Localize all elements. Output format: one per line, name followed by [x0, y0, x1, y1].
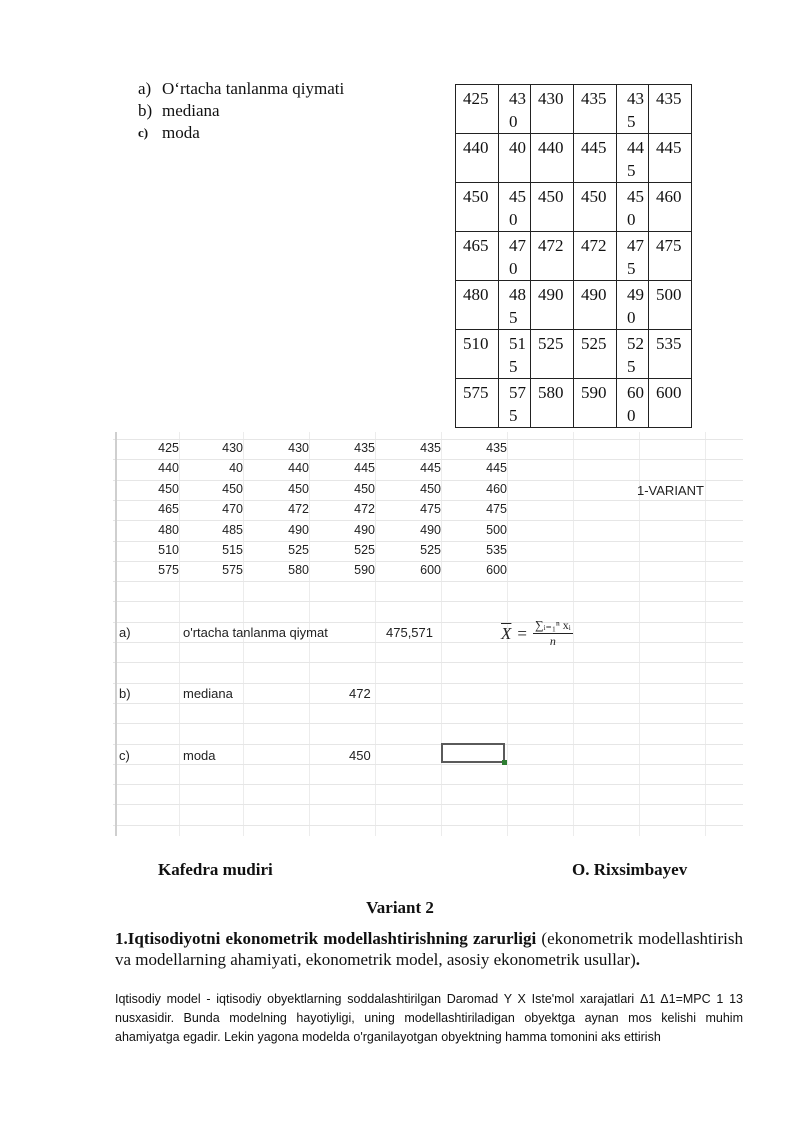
grid-line — [113, 520, 743, 521]
sheet-cell: 500 — [486, 522, 507, 537]
section-end: . — [635, 950, 640, 969]
table-cell: 43 5 — [617, 85, 649, 134]
data-table — [455, 84, 692, 428]
sheet-cell: 475 — [420, 502, 441, 517]
grid-line — [113, 662, 743, 663]
sheet-cell: 435 — [486, 441, 507, 455]
result-name: moda — [183, 748, 216, 763]
table-row — [456, 85, 692, 134]
table-cell: 430 — [531, 85, 574, 134]
sheet-cell: 485 — [222, 522, 243, 537]
result-value: 472 — [349, 686, 371, 701]
sheet-cell: 430 — [288, 441, 309, 455]
table-cell: 450 — [574, 183, 617, 232]
table-cell: 440 — [456, 134, 499, 183]
sheet-cell: 525 — [354, 543, 375, 557]
grid-line — [113, 804, 743, 805]
grid-line — [705, 432, 706, 836]
sheet-cell: 472 — [354, 502, 375, 517]
table-cell: 480 — [456, 281, 499, 330]
table-cell: 475 — [649, 232, 692, 281]
table-cell: 47 5 — [617, 232, 649, 281]
table-row — [456, 134, 692, 183]
sheet-cell: 40 — [229, 461, 243, 476]
sheet-cell: 435 — [420, 441, 441, 455]
sheet-cell: 490 — [354, 522, 375, 537]
question-list — [138, 78, 344, 144]
question-label: b) — [138, 101, 153, 120]
sheet-cell: 490 — [288, 522, 309, 537]
signature-title: Kafedra mudiri — [158, 860, 273, 879]
table-cell: 460 — [649, 183, 692, 232]
question-text: mediana — [162, 101, 220, 120]
result-name: o'rtacha tanlanma qiymat — [183, 625, 328, 640]
signature-name: O. Rixsimbayev — [572, 860, 688, 879]
table-row — [456, 281, 692, 330]
sheet-cell: 450 — [158, 481, 179, 496]
grid-line — [113, 825, 743, 826]
table-cell: 57 5 — [499, 379, 531, 428]
section-title: 1.Iqtisodiyotni ekonometrik modellashtirishning zarurligi — [115, 929, 537, 948]
grid-line — [113, 683, 743, 684]
sheet-cell: 440 — [288, 461, 309, 476]
sheet-cell: 510 — [158, 543, 179, 557]
table-cell: 52 5 — [617, 330, 649, 379]
table-cell: 445 — [574, 134, 617, 183]
table-cell: 575 — [456, 379, 499, 428]
table-cell: 435 — [649, 85, 692, 134]
table-cell: 525 — [531, 330, 574, 379]
table-cell: 490 — [574, 281, 617, 330]
sheet-cell: 465 — [158, 502, 179, 517]
grid-line — [113, 622, 743, 623]
question-item — [138, 78, 344, 100]
table-cell: 590 — [574, 379, 617, 428]
mean-formula — [501, 618, 573, 649]
sheet-cell: 515 — [222, 543, 243, 557]
table-cell: 49 0 — [617, 281, 649, 330]
question-text: moda — [162, 123, 200, 142]
spreadsheet-screenshot — [113, 432, 743, 836]
table-cell: 440 — [531, 134, 574, 183]
sheet-cell: 480 — [158, 522, 179, 537]
table-cell: 472 — [531, 232, 574, 281]
sheet-cell: 575 — [222, 563, 243, 578]
grid-line — [113, 784, 743, 785]
table-cell: 425 — [456, 85, 499, 134]
table-row — [456, 379, 692, 428]
table-cell: 40 — [499, 134, 531, 183]
result-value: 475,571 — [386, 625, 433, 640]
sheet-cell: 445 — [354, 461, 375, 476]
grid-line — [113, 764, 743, 765]
sheet-cell: 575 — [158, 563, 179, 578]
grid-line — [113, 439, 743, 440]
variant-heading: Variant 2 — [366, 898, 434, 917]
body-paragraph: Iqtisodiy model - iqtisodiy obyektlarning soddalashtirilgan Daromad Y X Iste'mol xarajatlari Δ1 Δ1=MPC 1 13 nusxasidir. Bunda modelning hayotiyligi, uning modellashtiriladigan obyektga aynan mos kelishi muhim ahamiyatga egadir. Lekin yagona modelda o'rganilayotgan obyektning hamma tomonini aks ettirish — [115, 992, 743, 1044]
grid-line — [113, 459, 743, 460]
table-cell: 45 0 — [499, 183, 531, 232]
formula-denominator: n — [549, 634, 556, 648]
sheet-cell: 490 — [420, 522, 441, 537]
sheet-cell: 590 — [354, 563, 375, 578]
question-item — [138, 100, 344, 122]
grid-line — [113, 642, 743, 643]
table-cell: 48 5 — [499, 281, 531, 330]
table-cell: 445 — [649, 134, 692, 183]
sheet-cell: 435 — [354, 441, 375, 455]
result-label: b) — [119, 686, 131, 701]
sheet-cell: 450 — [420, 481, 441, 496]
formula-numerator: ∑ᵢ₌₁ⁿ xᵢ — [534, 618, 571, 632]
sheet-cell: 430 — [222, 441, 243, 455]
sheet-cell: 470 — [222, 502, 243, 517]
sheet-cell: 525 — [420, 543, 441, 557]
sheet-cell: 525 — [288, 543, 309, 557]
table-cell: 600 — [649, 379, 692, 428]
grid-line — [441, 432, 442, 836]
table-row — [456, 330, 692, 379]
table-cell: 535 — [649, 330, 692, 379]
grid-line — [375, 432, 376, 836]
result-label: c) — [119, 748, 130, 763]
sheet-cell: 440 — [158, 461, 179, 476]
sheet-cell: 600 — [420, 563, 441, 578]
section-subtitle: (ekonometrik modellashtirish va modellarning ahamiyati, ekonometrik model, asosiy ekonometrik usullar) — [115, 929, 744, 969]
sheet-cell: 535 — [486, 543, 507, 557]
formula-fraction — [533, 618, 573, 649]
table-cell: 465 — [456, 232, 499, 281]
table-cell: 510 — [456, 330, 499, 379]
table-cell: 435 — [574, 85, 617, 134]
table-cell: 490 — [531, 281, 574, 330]
table-cell: 500 — [649, 281, 692, 330]
table-cell: 580 — [531, 379, 574, 428]
sheet-cell: 445 — [420, 461, 441, 476]
grid-line — [113, 541, 743, 542]
sheet-cell: 450 — [222, 481, 243, 496]
table-cell: 45 0 — [617, 183, 649, 232]
grid-line — [113, 723, 743, 724]
table-row — [456, 183, 692, 232]
table-cell: 60 0 — [617, 379, 649, 428]
table-cell: 43 0 — [499, 85, 531, 134]
fill-handle[interactable] — [502, 760, 507, 765]
result-value: 450 — [349, 748, 371, 763]
formula-eq: = — [517, 623, 527, 643]
question-label: a) — [138, 79, 152, 98]
sheet-cell: 600 — [486, 563, 507, 578]
table-cell: 44 5 — [617, 134, 649, 183]
table-cell: 47 0 — [499, 232, 531, 281]
grid-line — [573, 432, 574, 836]
sheet-cell: 472 — [288, 502, 309, 517]
table-cell: 450 — [531, 183, 574, 232]
question-item — [138, 122, 344, 144]
sheet-cell: 460 — [486, 481, 507, 496]
table-cell: 51 5 — [499, 330, 531, 379]
grid-line — [113, 744, 743, 745]
grid-line — [113, 500, 743, 501]
grid-line — [113, 561, 743, 562]
variant-label: 1-VARIANT — [637, 483, 704, 498]
section-paragraph — [115, 928, 743, 970]
table-cell: 525 — [574, 330, 617, 379]
result-name: mediana — [183, 686, 233, 701]
sheet-left-edge — [115, 432, 117, 836]
sheet-cell: 580 — [288, 563, 309, 578]
question-label: c) — [138, 125, 149, 140]
sheet-cell: 450 — [288, 481, 309, 496]
sheet-cell: 445 — [486, 461, 507, 476]
selected-cell[interactable] — [441, 743, 505, 763]
question-text: O‘rtacha tanlanma qiymati — [162, 79, 345, 98]
sheet-cell: 450 — [354, 481, 375, 496]
table-row — [456, 232, 692, 281]
grid-line — [113, 601, 743, 602]
sheet-cell: 475 — [486, 502, 507, 517]
grid-line — [179, 432, 180, 836]
table-cell: 450 — [456, 183, 499, 232]
table-cell: 472 — [574, 232, 617, 281]
result-label: a) — [119, 625, 131, 640]
grid-line — [113, 581, 743, 582]
grid-line — [113, 703, 743, 704]
formula-lhs: $\overline{X}$ — [501, 623, 512, 643]
sheet-cell: 425 — [158, 441, 179, 455]
